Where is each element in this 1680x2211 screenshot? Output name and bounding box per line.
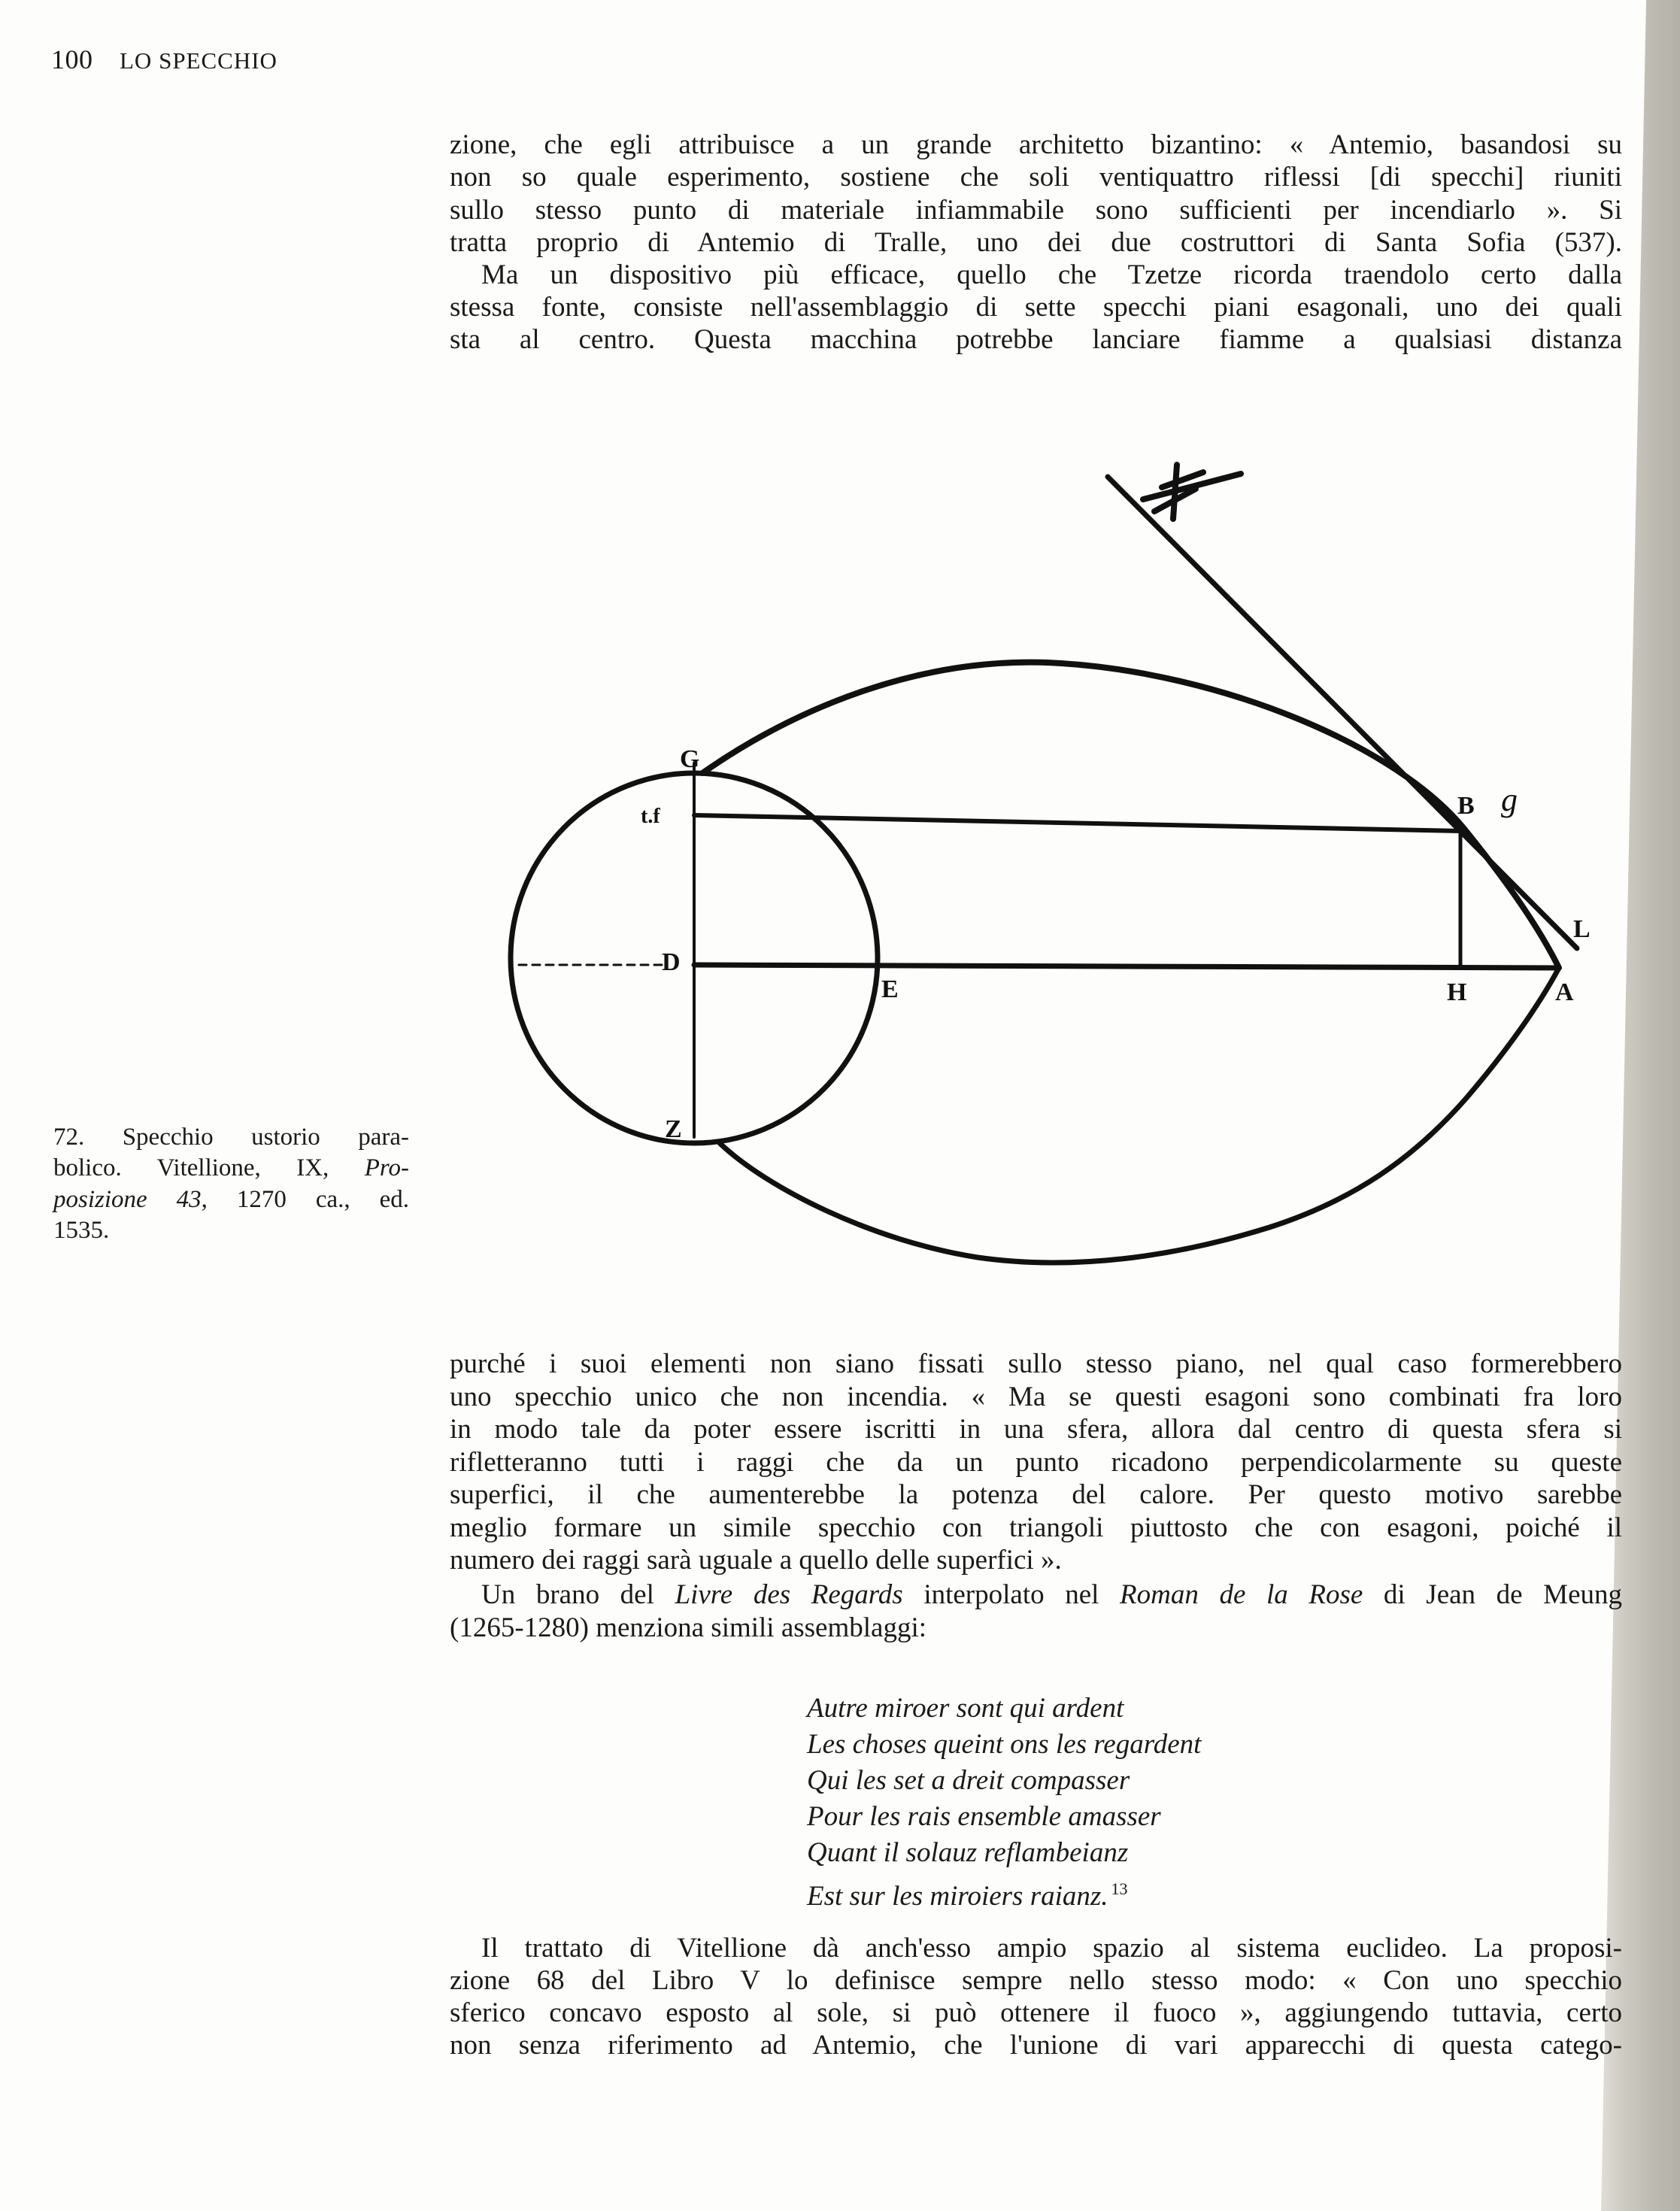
reflected-ray	[694, 815, 1460, 831]
label-E: E	[881, 975, 899, 1003]
text-line: purché i suoi elementi non siano fissati sullo stesso piano, nel qual caso formerebbero	[450, 1348, 1622, 1379]
book-title-italic: Livre des Regards	[675, 1579, 903, 1610]
label-G: G	[680, 745, 700, 773]
text-line: non so quale esperimento, sostiene che soli ventiquattro riflessi [di specchi] riuniti	[450, 162, 1622, 193]
text-line: tratta proprio di Antemio di Tralle, uno dei due costruttori di Santa Sofia (537).	[450, 227, 1622, 258]
running-header	[51, 44, 277, 75]
label-Z: Z	[665, 1115, 682, 1143]
text-line: stessa fonte, consiste nell'assemblaggio di sette specchi piani esagonali, uno dei quali	[450, 292, 1622, 323]
sun-star	[1143, 465, 1241, 519]
text-line: in modo tale da poter essere iscritti in una sfera, allora dal centro di questa sfera si	[450, 1414, 1622, 1445]
poem-line: Quant il solauz reflambeianz	[807, 1837, 1129, 1868]
text-line: zione 68 del Libro V lo definisce sempre nello stesso modo: « Con uno specchio	[450, 1965, 1622, 1996]
text-line: sullo stesso punto di materiale infiammabile sono sufficienti per incendiarlo ». Si	[450, 195, 1622, 226]
text-line: sferico concavo esposto al sole, si può ottenere il fuoco », aggiungendo tuttavia, certo	[450, 1997, 1622, 2028]
label-tf: t.f	[641, 805, 660, 828]
poem-line: Les choses queint ons les regardent	[807, 1729, 1202, 1760]
label-g: g	[1501, 781, 1518, 818]
poem-line: Autre miroer sont qui ardent	[807, 1693, 1124, 1724]
axis-DA	[694, 965, 1559, 968]
text-line: superfici, il che aumenterebbe la potenza del calore. Per questo motivo sarebbe	[450, 1479, 1622, 1510]
text-line: rifletteranno tutti i raggi che da un punto ricadono perpendicolarmente su queste	[450, 1447, 1622, 1478]
text-line: meglio formare un simile specchio con triangoli piuttosto che con esagoni, poiché il	[450, 1512, 1622, 1543]
poem-line: Pour les rais ensemble amasser	[807, 1801, 1161, 1832]
figure-caption-line	[53, 1153, 409, 1184]
caption-text: bolico. Vitellione, IX,	[53, 1154, 365, 1181]
text-line: sta al centro. Questa macchina potrebbe lanciare fiamme a qualsiasi distanza	[450, 324, 1622, 355]
text-line: non senza riferimento ad Antemio, che l'unione di vari apparecchi di questa catego-	[450, 2030, 1622, 2061]
figure-caption-line: 1535.	[53, 1217, 110, 1244]
label-L: L	[1573, 915, 1591, 943]
text-line: uno specchio unico che non incendia. « Ma se questi esagoni sono combinati fra loro	[450, 1381, 1622, 1412]
label-A: A	[1555, 978, 1574, 1006]
poem-text: Est sur les miroiers raianz.	[807, 1881, 1108, 1912]
poem-line	[807, 1871, 1128, 1912]
label-H: H	[1447, 978, 1467, 1006]
page-number: 100	[51, 44, 93, 74]
sphere-circle	[511, 773, 878, 1143]
poem-line: Qui les set a dreit compasser	[807, 1765, 1130, 1796]
caption-italic: posizione 43	[53, 1186, 202, 1213]
footnote-ref[interactable]: 13	[1111, 1879, 1128, 1898]
label-B: B	[1457, 792, 1475, 820]
tangent-ray	[1108, 477, 1577, 948]
text-line: Il trattato di Vitellione dà anch'esso ampio spazio al sistema euclideo. La proposi-	[481, 1933, 1622, 1964]
book-title-italic: Roman de la Rose	[1120, 1579, 1363, 1610]
caption-text: , 1270 ca., ed.	[201, 1186, 409, 1213]
text-line: numero dei raggi sarà uguale a quello delle superfici ».	[450, 1545, 1062, 1576]
text-line: zione, che egli attribuisce a un grande architetto bizantino: « Antemio, basandosi su	[450, 129, 1622, 160]
caption-italic: Pro-	[364, 1154, 409, 1181]
parabola-lower	[720, 968, 1559, 1263]
running-title: LO SPECCHIO	[120, 47, 277, 74]
text-line: Ma un dispositivo più efficace, quello che Tzetze ricorda traendolo certo dalla	[481, 259, 1622, 290]
text-run: Un brano del	[481, 1579, 675, 1610]
figure-caption-line: 72. Specchio ustorio para-	[53, 1124, 409, 1151]
text-run: di Jean de Meung	[1363, 1579, 1622, 1610]
figure-caption-line	[53, 1184, 409, 1215]
label-D: D	[662, 948, 681, 976]
text-line	[450, 1579, 1622, 1612]
text-run: interpolato nel	[902, 1579, 1121, 1610]
parabola-upper	[702, 663, 1559, 968]
text-line: (1265-1280) menziona simili assemblaggi:	[450, 1612, 927, 1643]
